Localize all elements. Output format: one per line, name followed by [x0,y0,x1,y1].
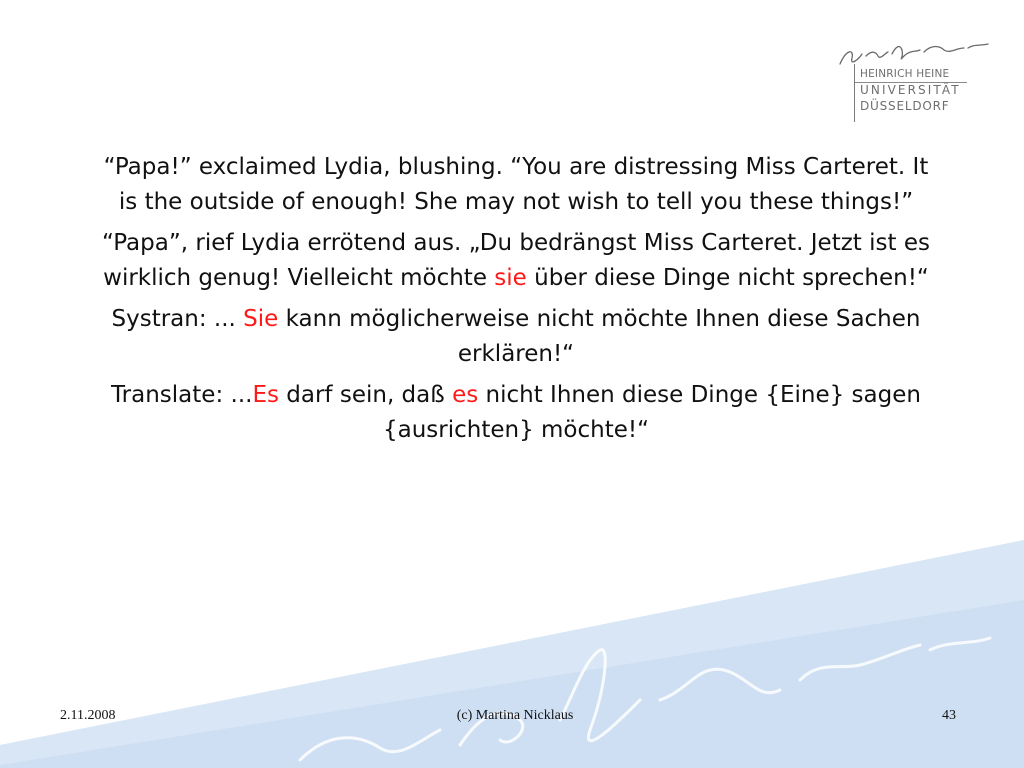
paragraph-text: “Papa!” exclaimed Lydia, blushing. “You are distressing Miss Carteret. It is the outside of enough! She may not wish to tell you these things!” [103,154,929,215]
paragraph-text: über diese Dinge nicht sprechen!“ [534,265,929,291]
logo-line-2: UNIVERSITÄT [860,83,961,97]
paragraph-systran [96,302,936,372]
university-logo [832,40,992,124]
footer-author: (c) Martina Nicklaus [456,708,574,723]
logo-line-3: DÜSSELDORF [860,99,950,113]
paragraph-text: nicht Ihnen diese Dinge {Eine} sagen {ausrichten} möchte!“ [382,382,921,443]
paragraph-translate [96,378,936,448]
paragraph-text: Systran: ... [111,306,236,332]
footer-date: 2.11.2008 [60,708,116,723]
logo-line-1: HEINRICH HEINE [860,68,950,80]
paragraph-german-translation [96,226,936,296]
highlighted-word: es [452,382,479,408]
paragraph-text: kann möglicherweise nicht möchte Ihnen diese Sachen erklären!“ [285,306,921,367]
highlighted-word: sie [494,265,527,291]
paragraph-text: Translate: ... [111,382,253,408]
paragraph-text: “Papa”, rief Lydia errötend aus. „Du bedrängst Miss Carteret. Jetzt ist es wirklich genug! Vielleicht möchte [102,230,930,291]
paragraph-english-original [96,150,936,220]
paragraph-text: darf sein, daß [286,382,445,408]
highlighted-word: Sie [243,306,279,332]
page-number: 43 [942,708,956,723]
highlighted-word: Es [252,382,279,408]
logo-wordmark [854,64,973,122]
slide-body [96,150,936,454]
